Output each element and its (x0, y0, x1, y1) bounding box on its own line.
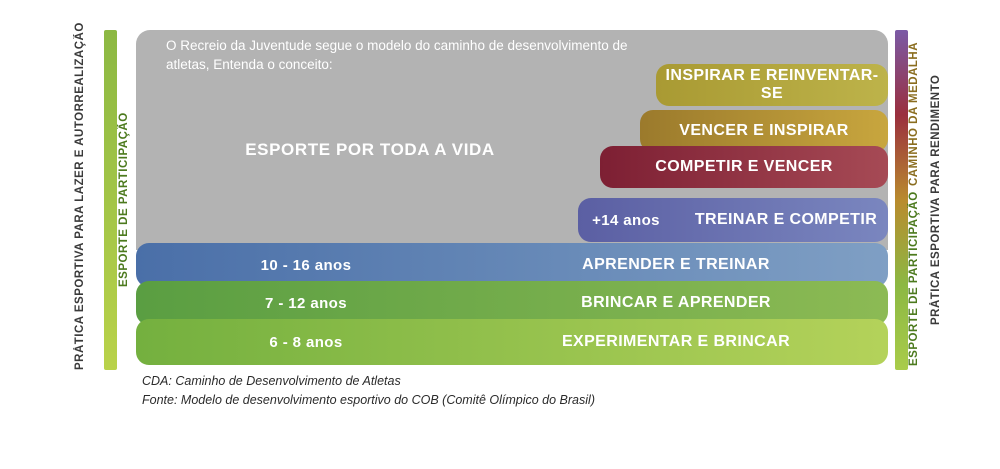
right-gradient-bar (895, 30, 908, 370)
stage-title: TREINAR E COMPETIR (694, 211, 878, 228)
footnote-source: Fonte: Modelo de desenvolvimento esportivo do COB (Comitê Olímpico do Brasil) (142, 393, 595, 407)
left-outer-axis-label: PRÁTICA ESPORTIVA PARA LAZER E AUTORREALIZAÇÃO (74, 22, 86, 370)
stage-age-range: 6 - 8 anos (269, 333, 343, 351)
right-inner-axis-label-medal: CAMINHO DA MEDALHA (908, 42, 920, 187)
stage-title: INSPIRAR E REINVENTAR-SE (665, 67, 879, 102)
stage-experimentar-e-brincar[interactable] (136, 319, 888, 365)
stage-age-range: 10 - 16 anos (260, 256, 352, 274)
footnote-cda: CDA: Caminho de Desenvolvimento de Atletas (142, 374, 401, 388)
stage-title: APRENDER E TREINAR (582, 256, 770, 273)
stage-title: EXPERIMENTAR E BRINCAR (561, 333, 791, 350)
right-inner-axis-label-participation: ESPORTE DE PARTICIPAÇÃO (908, 191, 920, 366)
stage-title: COMPETIR E VENCER (655, 158, 833, 175)
stage-treinar-e-competir[interactable] (578, 198, 888, 242)
intro-text: O Recreio da Juventude segue o modelo do caminho de desenvolvimento de atletas, Entenda o conceito: (166, 38, 628, 72)
stage-age-range: 7 - 12 anos (265, 294, 347, 312)
right-outer-axis-label: PRÁTICA ESPORTIVA PARA RENDIMENTO (930, 74, 942, 326)
footnotes (142, 372, 595, 410)
stage-age-range: +14 anos (592, 211, 660, 229)
stage-inspirar-e-reinventar-se[interactable] (656, 64, 888, 106)
stage-competir-e-vencer[interactable] (600, 146, 888, 188)
left-inner-axis-label: ESPORTE DE PARTICIPAÇÃO (118, 112, 130, 288)
left-gradient-bar (104, 30, 117, 370)
lifelong-sport-label: ESPORTE POR TODA A VIDA (245, 140, 495, 159)
stage-title: BRINCAR E APRENDER (581, 294, 771, 311)
stage-title: VENCER E INSPIRAR (679, 122, 849, 139)
